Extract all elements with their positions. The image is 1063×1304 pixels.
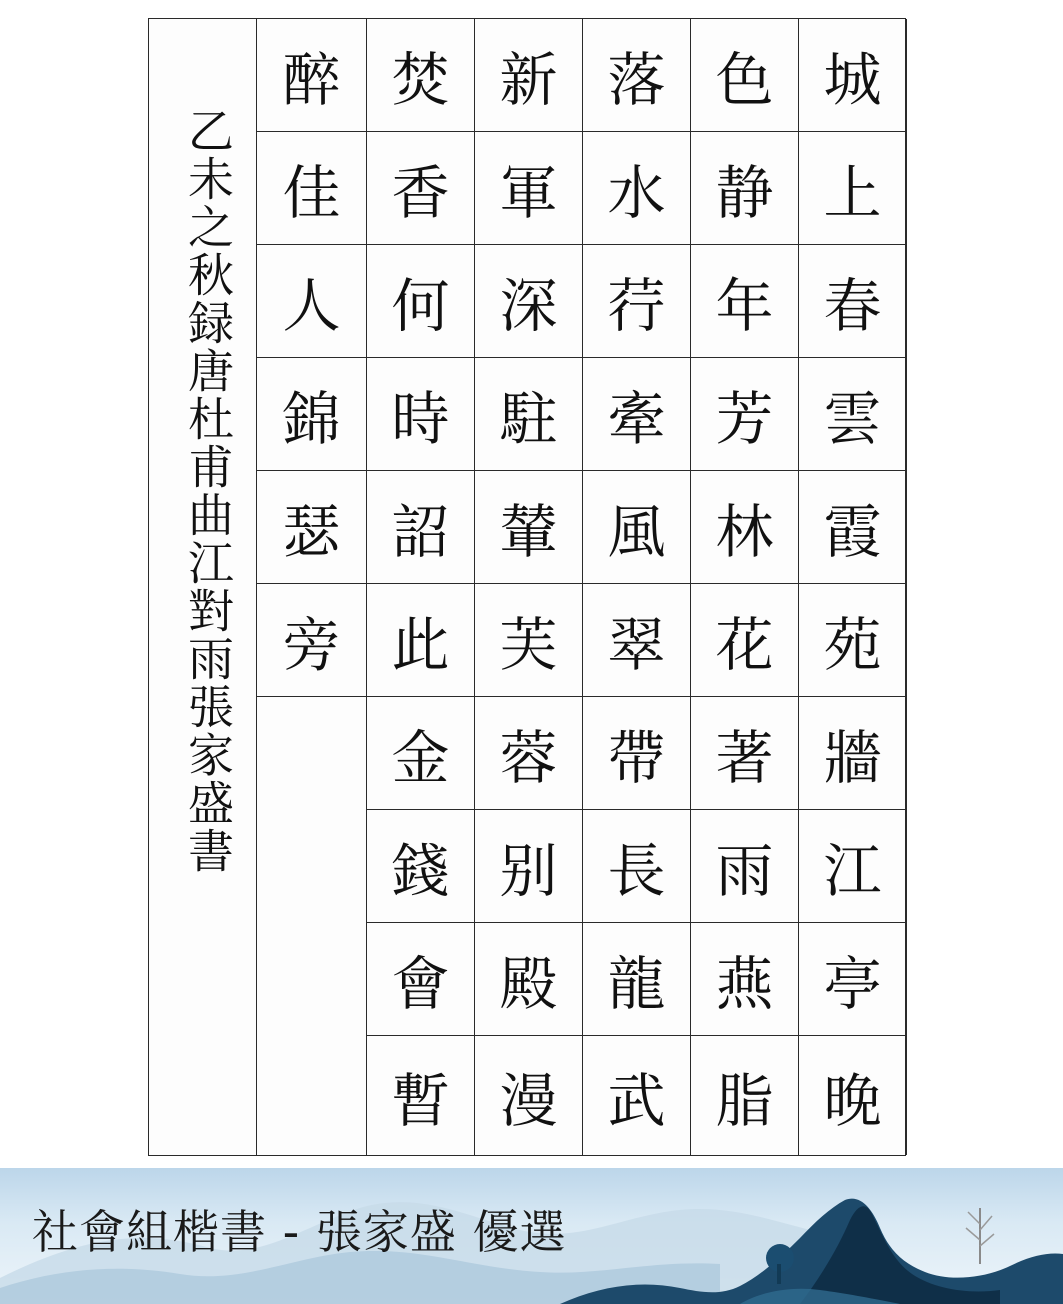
grid-column-6 — [257, 19, 367, 1155]
grid-cell: 江 — [799, 810, 907, 923]
grid-cell: 晚 — [799, 1036, 907, 1155]
grid-cell: 荇 — [583, 245, 691, 358]
grid-cell: 軍 — [475, 132, 583, 245]
grid-column-5 — [367, 19, 475, 1155]
grid-cell: 牆 — [799, 697, 907, 810]
grid-cell: 著 — [691, 697, 799, 810]
grid-cell: 錦 — [257, 358, 366, 471]
grid-cell: 瑟 — [257, 471, 366, 584]
grid-cell: 佳 — [257, 132, 366, 245]
grid-cell: 會 — [367, 923, 475, 1036]
inscription-column — [149, 19, 257, 1155]
grid-cell: 别 — [475, 810, 583, 923]
grid-cell: 落 — [583, 19, 691, 132]
grid-cell: 静 — [691, 132, 799, 245]
grid-cell: 雨 — [691, 810, 799, 923]
grid-cell: 亭 — [799, 923, 907, 1036]
grid-cell: 牽 — [583, 358, 691, 471]
grid-cell: 此 — [367, 584, 475, 697]
grid-cell: 林 — [691, 471, 799, 584]
grid-cell: 年 — [691, 245, 799, 358]
grid-cell: 暫 — [367, 1036, 475, 1155]
grid-cell: 深 — [475, 245, 583, 358]
character-grid — [257, 19, 907, 1155]
grid-cell: 水 — [583, 132, 691, 245]
grid-cell: 春 — [799, 245, 907, 358]
grid-cell: 城 — [799, 19, 907, 132]
grid-column-1 — [799, 19, 907, 1155]
grid-column-3 — [583, 19, 691, 1155]
grid-cell: 蓉 — [475, 697, 583, 810]
grid-column-4 — [475, 19, 583, 1155]
grid-cell: 霞 — [799, 471, 907, 584]
grid-cell: 花 — [691, 584, 799, 697]
grid-cell: 旁 — [257, 584, 366, 697]
grid-cell: 脂 — [691, 1036, 799, 1155]
grid-cell: 殿 — [475, 923, 583, 1036]
grid-cell: 新 — [475, 19, 583, 132]
grid-cell: 芙 — [475, 584, 583, 697]
grid-cell: 芳 — [691, 358, 799, 471]
footer-banner — [0, 1168, 1063, 1304]
grid-cell: 詔 — [367, 471, 475, 584]
grid-cell: 長 — [583, 810, 691, 923]
grid-cell: 何 — [367, 245, 475, 358]
inscription-text: 乙未之秋録唐杜甫曲江對雨張家盛書 — [181, 107, 235, 875]
grid-cell: 漫 — [475, 1036, 583, 1155]
grid-cell: 上 — [799, 132, 907, 245]
calligraphy-sheet — [148, 18, 906, 1156]
grid-cell: 駐 — [475, 358, 583, 471]
grid-cell: 武 — [583, 1036, 691, 1155]
grid-cell: 焚 — [367, 19, 475, 132]
grid-column-2 — [691, 19, 799, 1155]
banner-title: 社會組楷書 - 張家盛 優選 — [32, 1205, 567, 1259]
grid-cell: 錢 — [367, 810, 475, 923]
grid-cell: 人 — [257, 245, 366, 358]
grid-cell: 燕 — [691, 923, 799, 1036]
grid-cell: 香 — [367, 132, 475, 245]
grid-cell: 雲 — [799, 358, 907, 471]
grid-cell: 帶 — [583, 697, 691, 810]
grid-cell: 金 — [367, 697, 475, 810]
grid-cell: 時 — [367, 358, 475, 471]
grid-cell: 龍 — [583, 923, 691, 1036]
grid-cell: 風 — [583, 471, 691, 584]
grid-cell: 輦 — [475, 471, 583, 584]
grid-cell: 醉 — [257, 19, 366, 132]
grid-cell: 色 — [691, 19, 799, 132]
grid-cell: 苑 — [799, 584, 907, 697]
grid-cell: 翠 — [583, 584, 691, 697]
